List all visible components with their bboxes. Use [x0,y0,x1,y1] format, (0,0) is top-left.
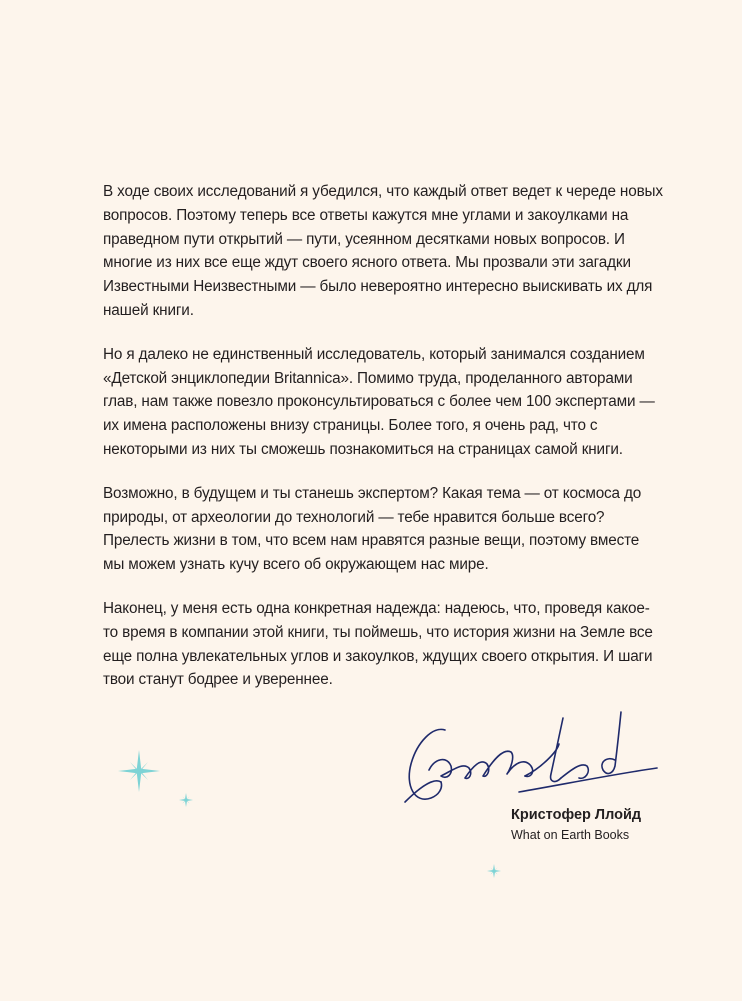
paragraph-3: Возможно, в будущем и ты станешь экспертом? Какая тема — от космоса до природы, от археологии до технологий — тебе нравится больше всего? Прелесть жизни в том, что всем нам нравятся разные вещи, поэтому вместе мы можем узнать кучу всего об окружающем нас мире. [103,484,642,574]
paragraph-1: В ходе своих исследований я убедился, что каждый ответ ведет к череде новых вопросов. Поэтому теперь все ответы кажутся мне углами и закоулками на праведном пути открытий — пути, усеянном десятками новых вопросов. И многие из них все еще ждут своего ясного ответа. Мы прозвали эти загадки Известными Неизвестными — было невероятно интересно выискивать их для нашей книги. [103,183,663,319]
sparkle-star-icon [179,793,193,807]
author-organization: What on Earth Books [511,828,630,842]
letter-body [103,180,663,712]
paragraph-4: Наконец, у меня есть одна конкретная надежда: надеюсь, что, проведя какое-то время в компании этой книги, ты поймешь, что история жизни на Земле все еще полна увлекательных углов и закоулков, ждущих своего открытия. И шаги твои станут бодрее и увереннее. [103,599,653,689]
author-name: Кристофер Ллойд [511,807,642,823]
sparkle-star-icon [118,750,160,792]
signature-icon [395,708,670,813]
sparkle-star-icon [487,864,501,878]
paragraph-2: Но я далеко не единственный исследователь, который занимался созданием «Детской энциклопедии Britannica». Помимо труда, проделанного авторами глав, нам также повезло проконсультироваться с более чем 100 экспертами — их имена расположены внизу страницы. Более того, я очень рад, что с некоторыми из них ты сможешь познакомиться на страницах самой книги. [103,345,655,458]
